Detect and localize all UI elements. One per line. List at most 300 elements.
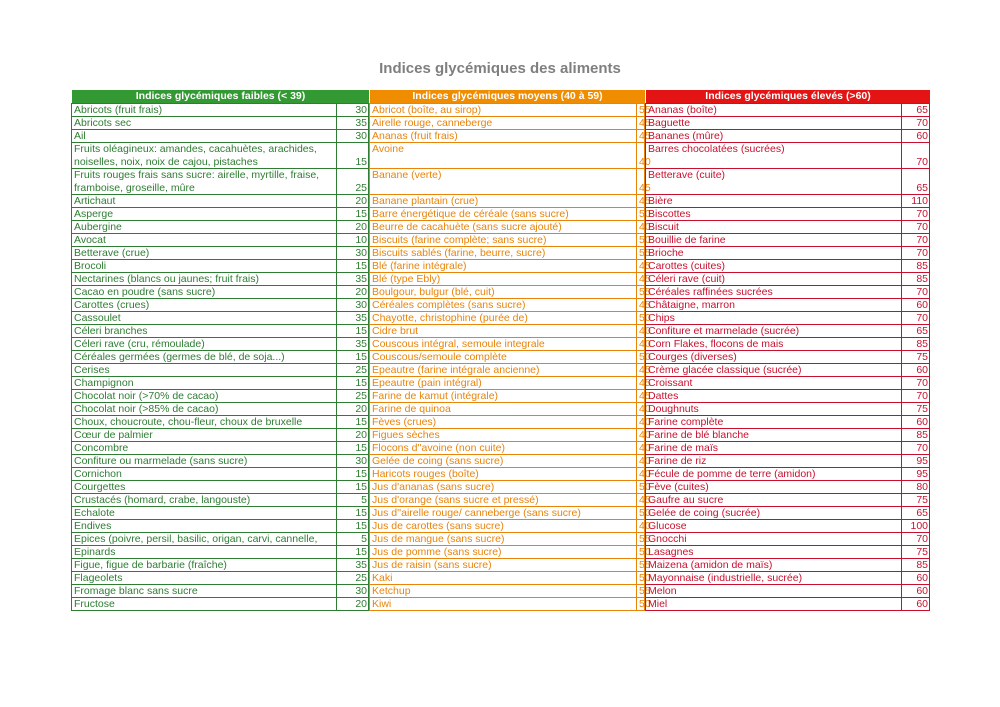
gi-value: 40 xyxy=(637,442,645,455)
food-name: Beurre de cacahuète (sans sucre ajouté) xyxy=(370,221,637,234)
food-name: Fruits rouges frais sans sucre: airelle, myrtille, fraise, framboise, groseille, mûre xyxy=(72,169,337,195)
high-gi-row xyxy=(646,143,930,169)
food-name: Ail xyxy=(72,130,337,143)
gi-value: 65 xyxy=(902,325,930,338)
mid-gi-row xyxy=(370,598,645,611)
food-name: Maizena (amidon de maïs) xyxy=(646,559,902,572)
high-gi-row xyxy=(646,299,930,312)
gi-value: 30 xyxy=(337,247,369,260)
food-name: Banane (verte) xyxy=(370,169,637,195)
mid-gi-row xyxy=(370,585,645,598)
gi-value: 50 xyxy=(637,481,645,494)
mid-gi-row xyxy=(370,104,645,117)
food-name: Farine de blé blanche xyxy=(646,429,902,442)
gi-value: 15 xyxy=(337,468,369,481)
food-name: Cornichon xyxy=(72,468,337,481)
food-name: Betterave (crue) xyxy=(72,247,337,260)
mid-gi-row xyxy=(370,351,645,364)
high-gi-row xyxy=(646,169,930,195)
food-name: Corn Flakes, flocons de mais xyxy=(646,338,902,351)
gi-value: 15 xyxy=(337,546,369,559)
food-name: Crème glacée classique (sucrée) xyxy=(646,364,902,377)
low-gi-row xyxy=(72,325,369,338)
low-gi-row xyxy=(72,585,369,598)
low-gi-row xyxy=(72,390,369,403)
gi-value: 40 xyxy=(637,338,645,351)
food-name: Fructose xyxy=(72,598,337,611)
food-name: Cœur de palmier xyxy=(72,429,337,442)
food-name: Fécule de pomme de terre (amidon) xyxy=(646,468,902,481)
mid-gi-row xyxy=(370,403,645,416)
gi-value: 40 xyxy=(637,143,645,169)
low-gi-header: Indices glycémiques faibles (< 39) xyxy=(72,90,369,104)
gi-value: 35 xyxy=(337,559,369,572)
food-name: Céleri rave (cuit) xyxy=(646,273,902,286)
food-name: Blé (farine intégrale) xyxy=(370,260,637,273)
low-gi-row xyxy=(72,208,369,221)
gi-value: 95 xyxy=(902,455,930,468)
low-gi-row xyxy=(72,442,369,455)
mid-gi-row xyxy=(370,442,645,455)
high-gi-row xyxy=(646,286,930,299)
high-gi-row xyxy=(646,325,930,338)
food-name: Kiwi xyxy=(370,598,637,611)
gi-value: 25 xyxy=(337,390,369,403)
food-name: Céréales raffinées sucrées xyxy=(646,286,902,299)
food-name: Farine de maïs xyxy=(646,442,902,455)
gi-value: 70 xyxy=(902,117,930,130)
gi-value: 100 xyxy=(902,520,930,533)
gi-value: 85 xyxy=(902,260,930,273)
gi-value: 15 xyxy=(337,416,369,429)
gi-value: 45 xyxy=(637,494,645,507)
gi-value: 65 xyxy=(902,169,930,195)
gi-value: 40 xyxy=(637,325,645,338)
mid-gi-row xyxy=(370,559,645,572)
gi-value: 110 xyxy=(902,195,930,208)
high-gi-row xyxy=(646,403,930,416)
food-name: Kaki xyxy=(370,572,637,585)
gi-value: 20 xyxy=(337,221,369,234)
gi-value: 15 xyxy=(337,325,369,338)
food-name: Farine de riz xyxy=(646,455,902,468)
food-name: Flageolets xyxy=(72,572,337,585)
high-gi-row xyxy=(646,572,930,585)
food-name: Couscous intégral, semoule integrale xyxy=(370,338,637,351)
gi-value: 45 xyxy=(637,273,645,286)
gi-value: 60 xyxy=(902,364,930,377)
food-name: Gnocchi xyxy=(646,533,902,546)
gi-value: 50 xyxy=(637,507,645,520)
mid-gi-row xyxy=(370,507,645,520)
food-name: Barres chocolatées (sucrées) xyxy=(646,143,902,169)
gi-value: 20 xyxy=(337,195,369,208)
mid-gi-row xyxy=(370,247,645,260)
food-name: Concombre xyxy=(72,442,337,455)
gi-value: 60 xyxy=(902,598,930,611)
gi-value: 50 xyxy=(637,312,645,325)
low-gi-row xyxy=(72,286,369,299)
gi-value: 70 xyxy=(902,377,930,390)
gi-value: 45 xyxy=(637,390,645,403)
mid-gi-row xyxy=(370,312,645,325)
mid-gi-row xyxy=(370,468,645,481)
food-name: Croissant xyxy=(646,377,902,390)
food-name: Cerises xyxy=(72,364,337,377)
gi-value: 45 xyxy=(637,195,645,208)
low-gi-row xyxy=(72,455,369,468)
food-name: Doughnuts xyxy=(646,403,902,416)
high-gi-row xyxy=(646,546,930,559)
mid-gi-body xyxy=(370,104,651,611)
mid-gi-row xyxy=(370,169,645,195)
food-name: Céréales complètes (sans sucre) xyxy=(370,299,637,312)
food-name: Carottes (cuites) xyxy=(646,260,902,273)
low-gi-row xyxy=(72,130,369,143)
food-name: Jus de raisin (sans sucre) xyxy=(370,559,637,572)
food-name: Confiture ou marmelade (sans sucre) xyxy=(72,455,337,468)
gi-value: 20 xyxy=(337,403,369,416)
food-name: Biscottes xyxy=(646,208,902,221)
food-name: Avoine xyxy=(370,143,637,169)
food-name: Fève (cuites) xyxy=(646,481,902,494)
food-name: Fèves (crues) xyxy=(370,416,637,429)
gi-value: 40 xyxy=(637,455,645,468)
mid-gi-row xyxy=(370,143,645,169)
gi-value: 40 xyxy=(637,520,645,533)
gi-value: 30 xyxy=(337,299,369,312)
low-gi-row xyxy=(72,273,369,286)
food-name: Bière xyxy=(646,195,902,208)
food-name: Carottes (crues) xyxy=(72,299,337,312)
gi-value: 55 xyxy=(637,247,645,260)
gi-value: 15 xyxy=(337,143,369,169)
food-name: Bouillie de farine xyxy=(646,234,902,247)
gi-value: 20 xyxy=(337,286,369,299)
gi-value: 50 xyxy=(637,546,645,559)
food-name: Epeautre (farine intégrale ancienne) xyxy=(370,364,637,377)
mid-gi-row xyxy=(370,338,645,351)
food-name: Avocat xyxy=(72,234,337,247)
high-gi-row xyxy=(646,364,930,377)
food-name: Fruits oléagineux: amandes, cacahuètes, arachides, noiselles, noix, noix de cajou, pistaches xyxy=(72,143,337,169)
food-name: Farine complète xyxy=(646,416,902,429)
mid-gi-header: Indices glycémiques moyens (40 à 59) xyxy=(370,90,645,104)
high-gi-body xyxy=(646,104,930,611)
low-gi-row xyxy=(72,507,369,520)
food-name: Brocoli xyxy=(72,260,337,273)
high-gi-row xyxy=(646,507,930,520)
mid-gi-row xyxy=(370,377,645,390)
low-gi-row xyxy=(72,234,369,247)
high-gi-row xyxy=(646,585,930,598)
gi-value: 70 xyxy=(902,208,930,221)
food-name: Jus de mangue (sans sucre) xyxy=(370,533,637,546)
high-gi-row xyxy=(646,351,930,364)
gi-value: 25 xyxy=(337,169,369,195)
gi-value: 85 xyxy=(902,429,930,442)
gi-value: 25 xyxy=(337,364,369,377)
gi-value: 40 xyxy=(637,403,645,416)
food-name: Haricots rouges (boîte) xyxy=(370,468,637,481)
high-gi-table xyxy=(645,90,930,611)
low-gi-row xyxy=(72,351,369,364)
high-gi-row xyxy=(646,195,930,208)
food-name: Jus de carottes (sans sucre) xyxy=(370,520,637,533)
food-name: Gelée de coing (sucrée) xyxy=(646,507,902,520)
food-name: Céleri rave (cru, rémoulade) xyxy=(72,338,337,351)
food-name: Courges (diverses) xyxy=(646,351,902,364)
mid-gi-row xyxy=(370,234,645,247)
gi-value: 75 xyxy=(902,494,930,507)
gi-value: 55 xyxy=(637,559,645,572)
food-name: Châtaigne, marron xyxy=(646,299,902,312)
food-name: Ananas (fruit frais) xyxy=(370,130,637,143)
gi-value: 15 xyxy=(337,377,369,390)
food-name: Cassoulet xyxy=(72,312,337,325)
gi-value: 70 xyxy=(902,286,930,299)
gi-value: 40 xyxy=(637,416,645,429)
food-name: Céleri branches xyxy=(72,325,337,338)
gi-value: 15 xyxy=(337,208,369,221)
food-name: Epices (poivre, persil, basilic, origan, carvi, cannelle, xyxy=(72,533,337,546)
food-name: Couscous/semoule complète xyxy=(370,351,637,364)
mid-gi-row xyxy=(370,286,645,299)
gi-value: 15 xyxy=(337,260,369,273)
high-gi-row xyxy=(646,533,930,546)
gi-value: 15 xyxy=(337,442,369,455)
food-name: Farine de kamut (intégrale) xyxy=(370,390,637,403)
food-name: Cidre brut xyxy=(370,325,637,338)
gi-value: 65 xyxy=(902,507,930,520)
gi-value: 50 xyxy=(637,572,645,585)
high-gi-row xyxy=(646,273,930,286)
low-gi-row xyxy=(72,416,369,429)
food-name: Figue, figue de barbarie (fraîche) xyxy=(72,559,337,572)
gi-value: 15 xyxy=(337,520,369,533)
high-gi-row xyxy=(646,520,930,533)
food-name: Artichaut xyxy=(72,195,337,208)
food-name: Biscuits sablés (farine, beurre, sucre) xyxy=(370,247,637,260)
low-gi-row xyxy=(72,481,369,494)
gi-value: 55 xyxy=(637,533,645,546)
high-gi-row xyxy=(646,455,930,468)
mid-gi-row xyxy=(370,455,645,468)
low-gi-row xyxy=(72,117,369,130)
low-gi-row xyxy=(72,494,369,507)
food-name: Chayotte, christophine (purée de) xyxy=(370,312,637,325)
tables-container xyxy=(71,90,930,611)
gi-value: 35 xyxy=(337,338,369,351)
low-gi-row xyxy=(72,195,369,208)
low-gi-row xyxy=(72,221,369,234)
low-gi-body xyxy=(72,104,369,611)
gi-value: 55 xyxy=(637,104,645,117)
gi-value: 30 xyxy=(337,455,369,468)
low-gi-row xyxy=(72,169,369,195)
food-name: Lasagnes xyxy=(646,546,902,559)
mid-gi-row xyxy=(370,117,645,130)
mid-gi-row xyxy=(370,208,645,221)
gi-value: 35 xyxy=(337,273,369,286)
low-gi-row xyxy=(72,533,369,546)
low-gi-row xyxy=(72,312,369,325)
mid-gi-row xyxy=(370,364,645,377)
high-gi-row xyxy=(646,312,930,325)
high-gi-row xyxy=(646,377,930,390)
mid-gi-row xyxy=(370,273,645,286)
gi-value: 40 xyxy=(637,221,645,234)
high-gi-row xyxy=(646,494,930,507)
gi-value: 50 xyxy=(637,598,645,611)
low-gi-row xyxy=(72,520,369,533)
gi-value: 45 xyxy=(637,117,645,130)
low-gi-row xyxy=(72,247,369,260)
gi-value: 80 xyxy=(902,481,930,494)
gi-value: 65 xyxy=(902,104,930,117)
mid-gi-row xyxy=(370,325,645,338)
mid-gi-row xyxy=(370,429,645,442)
high-gi-row xyxy=(646,416,930,429)
gi-value: 30 xyxy=(337,104,369,117)
low-gi-row xyxy=(72,572,369,585)
food-name: Jus d'orange (sans sucre et pressé) xyxy=(370,494,637,507)
gi-value: 45 xyxy=(637,169,645,195)
mid-gi-row xyxy=(370,533,645,546)
gi-value: 75 xyxy=(902,546,930,559)
page-title: Indices glycémiques des aliments xyxy=(379,60,621,77)
food-name: Choux, choucroute, chou-fleur, choux de bruxelle xyxy=(72,416,337,429)
low-gi-row xyxy=(72,468,369,481)
food-name: Farine de quinoa xyxy=(370,403,637,416)
gi-value: 25 xyxy=(337,572,369,585)
food-name: Chocolat noir (>70% de cacao) xyxy=(72,390,337,403)
food-name: Cacao en poudre (sans sucre) xyxy=(72,286,337,299)
gi-value: 60 xyxy=(902,416,930,429)
gi-value: 50 xyxy=(637,208,645,221)
low-gi-table xyxy=(71,90,369,611)
gi-value: 40 xyxy=(637,429,645,442)
food-name: Betterave (cuite) xyxy=(646,169,902,195)
gi-value: 20 xyxy=(337,429,369,442)
food-name: Nectarines (blancs ou jaunes; fruit frais) xyxy=(72,273,337,286)
food-name: Jus d''airelle rouge/ canneberge (sans sucre) xyxy=(370,507,637,520)
gi-value: 15 xyxy=(337,351,369,364)
gi-value: 95 xyxy=(902,468,930,481)
food-name: Airelle rouge, canneberge xyxy=(370,117,637,130)
high-gi-row xyxy=(646,598,930,611)
high-gi-row xyxy=(646,390,930,403)
mid-gi-table xyxy=(369,90,651,611)
food-name: Abricots (fruit frais) xyxy=(72,104,337,117)
gi-value: 20 xyxy=(337,598,369,611)
food-name: Confiture et marmelade (sucrée) xyxy=(646,325,902,338)
gi-value: 15 xyxy=(337,507,369,520)
gi-value: 70 xyxy=(902,312,930,325)
mid-gi-row xyxy=(370,481,645,494)
food-name: Mayonnaise (industrielle, sucrée) xyxy=(646,572,902,585)
food-name: Ananas (boîte) xyxy=(646,104,902,117)
gi-value: 70 xyxy=(902,221,930,234)
low-gi-row xyxy=(72,299,369,312)
food-name: Bananes (mûre) xyxy=(646,130,902,143)
gi-value: 70 xyxy=(902,533,930,546)
food-name: Glucose xyxy=(646,520,902,533)
food-name: Boulgour, bulgur (blé, cuit) xyxy=(370,286,637,299)
gi-value: 55 xyxy=(637,286,645,299)
food-name: Banane plantain (crue) xyxy=(370,195,637,208)
gi-value: 70 xyxy=(902,234,930,247)
high-gi-row xyxy=(646,247,930,260)
food-name: Melon xyxy=(646,585,902,598)
gi-value: 45 xyxy=(637,377,645,390)
low-gi-row xyxy=(72,559,369,572)
mid-gi-row xyxy=(370,260,645,273)
mid-gi-row xyxy=(370,195,645,208)
low-gi-row xyxy=(72,260,369,273)
high-gi-row xyxy=(646,221,930,234)
gi-value: 85 xyxy=(902,559,930,572)
low-gi-row xyxy=(72,338,369,351)
food-name: Jus d'ananas (sans sucre) xyxy=(370,481,637,494)
mid-gi-row xyxy=(370,299,645,312)
gi-value: 70 xyxy=(902,247,930,260)
mid-gi-row xyxy=(370,221,645,234)
food-name: Gelée de coing (sans sucre) xyxy=(370,455,637,468)
gi-value: 30 xyxy=(337,130,369,143)
low-gi-row xyxy=(72,364,369,377)
mid-gi-row xyxy=(370,520,645,533)
food-name: Courgettes xyxy=(72,481,337,494)
gi-value: 70 xyxy=(902,143,930,169)
gi-value: 30 xyxy=(337,585,369,598)
food-name: Gaufre au sucre xyxy=(646,494,902,507)
gi-value: 60 xyxy=(902,130,930,143)
low-gi-row xyxy=(72,429,369,442)
low-gi-row xyxy=(72,546,369,559)
high-gi-row xyxy=(646,130,930,143)
gi-value: 55 xyxy=(637,585,645,598)
low-gi-row xyxy=(72,143,369,169)
food-name: Asperge xyxy=(72,208,337,221)
gi-value: 10 xyxy=(337,234,369,247)
gi-value: 60 xyxy=(902,572,930,585)
food-name: Céréales germées (germes de blé, de soja...) xyxy=(72,351,337,364)
gi-value: 35 xyxy=(337,117,369,130)
food-name: Crustacés (homard, crabe, langouste) xyxy=(72,494,337,507)
gi-value: 70 xyxy=(902,442,930,455)
food-name: Endives xyxy=(72,520,337,533)
high-gi-row xyxy=(646,559,930,572)
food-name: Flocons d''avoine (non cuite) xyxy=(370,442,637,455)
high-gi-row xyxy=(646,442,930,455)
high-gi-row xyxy=(646,429,930,442)
food-name: Barre énergétique de céréale (sans sucre) xyxy=(370,208,637,221)
high-gi-row xyxy=(646,104,930,117)
food-name: Miel xyxy=(646,598,902,611)
food-name: Brioche xyxy=(646,247,902,260)
gi-value: 50 xyxy=(637,351,645,364)
gi-value: 75 xyxy=(902,403,930,416)
high-gi-row xyxy=(646,338,930,351)
food-name: Ketchup xyxy=(370,585,637,598)
high-gi-row xyxy=(646,260,930,273)
food-name: Abricots sec xyxy=(72,117,337,130)
high-gi-row xyxy=(646,468,930,481)
low-gi-row xyxy=(72,403,369,416)
low-gi-row xyxy=(72,104,369,117)
gi-value: 50 xyxy=(637,234,645,247)
